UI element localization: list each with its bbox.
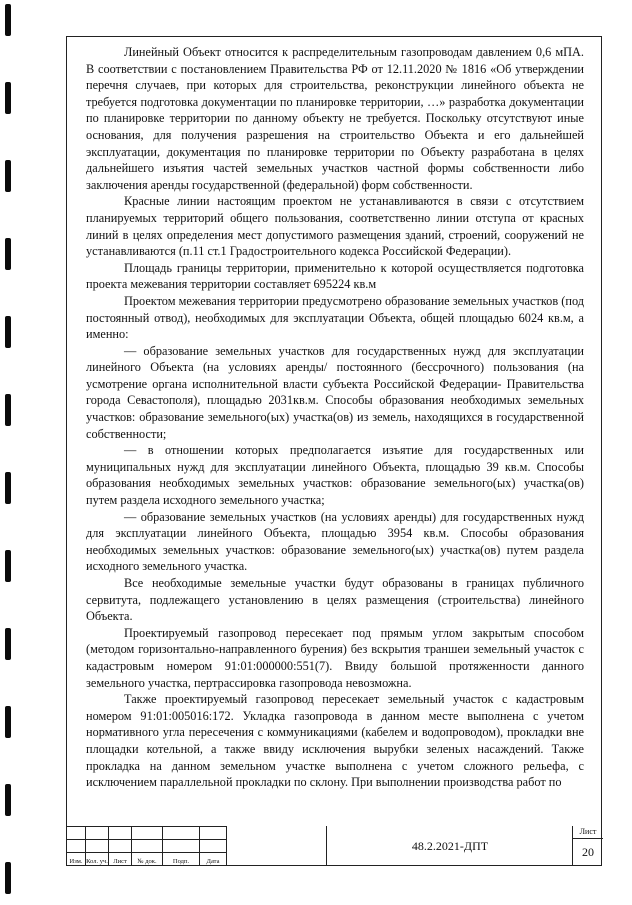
title-block: [66, 826, 602, 866]
binder-hole: [5, 82, 11, 114]
binder-hole: [5, 550, 11, 582]
binder-hole: [5, 628, 11, 660]
paragraph: Линейный Объект относится к распределительным газопроводам давлением 0,6 мПА. В соответствии с постановлением Правительства РФ от 12.11.2020 № 1816 «Об утверждении перечня случаев, при которых для строительства, реконструкции линейного объекта не требуется подготовка документации по планировке территории, …» разработка документации по планировке территории по данному объекту не требуется. Поскольку отсутствуют иные основания, для получения разрешения на строительство Объекта и его дальнейшей эксплуатации, документация по планировке территории по Объекту разработана в целях дальнейшего изъятия частей земельных участков частной формы собственности либо заключения аренды государственной (федеральной) форм собственности.: [86, 45, 584, 192]
binder-holes: [3, 0, 13, 905]
col-change: Изм.: [67, 853, 86, 866]
paragraph: Красные линии настоящим проектом не устанавливаются в связи с отсутствием планируемых территорий общего пользования, соответственно линии отступа от красных линий в целях определения мест допустимого размещения зданий, строений, сооружений не устанавливаются (п.11 ст.1 Градостроительного кодекса Российской Федерации).: [86, 194, 584, 259]
binder-hole: [5, 472, 11, 504]
document-code: 48.2.2021-ДПТ: [326, 826, 573, 866]
binder-hole: [5, 394, 11, 426]
paragraph: Все необходимые земельные участки будут образованы в границах публичного сервитута, подлежащего установлению в целях размещения (строительства) линейного Объекта.: [86, 576, 584, 624]
sheet-box: [572, 826, 603, 866]
binder-hole: [5, 160, 11, 192]
binder-hole: [5, 4, 11, 36]
col-doc-number: № док.: [132, 853, 163, 866]
list-item: — в отношении которых предполагается изъятие для государственных или муниципальных нужд для эксплуатации линейного Объекта, площадью 39 кв.м. Способы образования необходимых земельных участков: образование земельного(ых) участка(ов) путем раздела исходного земельного участка;: [86, 443, 584, 508]
col-date: Дата: [200, 853, 227, 866]
document-body: [86, 44, 584, 791]
col-sheet: Лист: [109, 853, 132, 866]
binder-hole: [5, 862, 11, 894]
paragraph: Площадь границы территории, применительно к которой осуществляется подготовка проекта межевания территории составляет 695224 кв.м: [86, 260, 584, 292]
sheet-label: Лист: [573, 826, 603, 839]
binder-hole: [5, 316, 11, 348]
revision-table: [66, 826, 227, 866]
paragraph: Проектируемый газопровод пересекает под прямым углом закрытым способом (методом горизонтально-направленного бурения) без вскрытия траншеи земельный участок с кадастровым номером 91:01:000000:551(7). Ввиду большой протяженности данного земельного участка, пертрассировка газопровода невозможна.: [86, 625, 584, 690]
sheet-number: 20: [582, 845, 594, 859]
binder-hole: [5, 706, 11, 738]
list-item: — образование земельных участков для государственных нужд для эксплуатации линейного Объекта (на условиях аренды/ постоянного (бессрочного) пользования (на усмотрение органа исполнительной власти субъекта Российской Федерации- Правительства города Севастополя), площадью 2031кв.м. Способы образования необходимых земельных участков: образование земельного(ых) участка(ов) из земель, находящихся в государственной собственности;: [86, 343, 584, 441]
col-signature: Подп.: [163, 853, 200, 866]
list-item: — образование земельных участков (на условиях аренды) для государственных нужд для эксплуатации линейного Объекта, площадью 3954 кв.м. Способы образования необходимых земельных участков: образование земельного(ых) участка(ов) путем раздела исходного земельного участка.: [86, 509, 584, 574]
binder-hole: [5, 784, 11, 816]
paragraph: Проектом межевания территории предусмотрено образование земельных участков (под постоянный отвод), необходимых для эксплуатации Объекта, общей площадью 6024 кв.м, а именно:: [86, 293, 584, 342]
col-count: Кол. уч.: [86, 853, 109, 866]
paragraph: Также проектируемый газопровод пересекает земельный участок с кадастровым номером 91:01:005016:172. Укладка газопровода в данном месте выполнена с учетом нормативного угла пересечения с коммуникациями (кабелем и водопроводом), прокладки вне площадки котельной, а также ввиду исключения вырубки зеленых насаждений. Также прокладка на данном земельном участке выполнена с учетом сложного рельефа, с исключением параллельной прокладки по склону. При выполнении производства работ по: [86, 692, 584, 790]
binder-hole: [5, 238, 11, 270]
